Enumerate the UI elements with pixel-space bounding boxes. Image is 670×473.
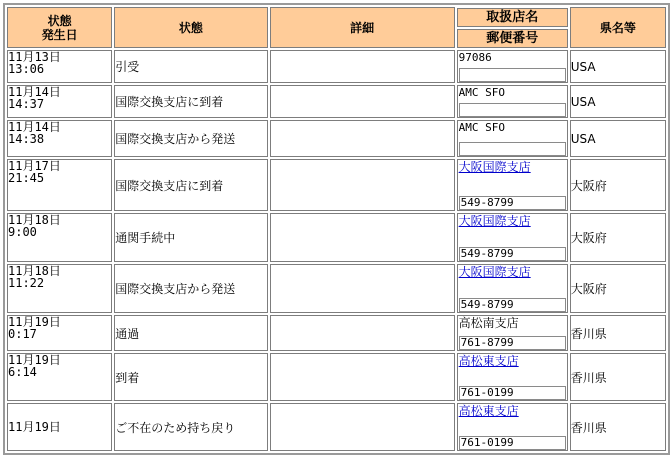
event-detail — [270, 213, 455, 262]
event-detail — [270, 50, 455, 83]
event-date-day: 11月14日 — [8, 85, 61, 99]
header-status: 状態 — [114, 7, 267, 48]
office-zip: 761-0199 — [459, 386, 566, 400]
event-detail — [270, 85, 455, 118]
event-date-day: 11月19日 — [8, 315, 61, 329]
event-office-cell — [457, 213, 568, 262]
office-zip: 761-8799 — [459, 336, 566, 350]
event-date — [7, 85, 112, 118]
office-zip: 549-8799 — [459, 247, 566, 261]
event-status: 国際交換支店に到着 — [114, 85, 267, 118]
office-zip — [459, 68, 566, 82]
header-date-line2: 発生日 — [41, 27, 78, 42]
event-date-day: 11月19日 — [8, 353, 61, 367]
event-detail — [270, 353, 455, 401]
office-zip: 549-8799 — [459, 196, 566, 210]
event-date-day: 11月14日 — [8, 120, 61, 134]
table-row — [7, 120, 666, 157]
header-date — [7, 7, 112, 48]
table-row — [7, 315, 666, 351]
event-office-cell — [457, 120, 568, 157]
header-office-group — [457, 7, 568, 48]
event-date-day: 11月18日 — [8, 213, 61, 227]
event-office-cell — [457, 315, 568, 351]
event-date — [7, 403, 112, 451]
event-date — [7, 315, 112, 351]
tracking-table — [3, 3, 670, 455]
office-link[interactable]: 大阪国際支店 — [458, 160, 531, 174]
event-date-time: 13:06 — [8, 62, 45, 76]
office-zip — [459, 142, 566, 156]
event-date-day: 11月17日 — [8, 159, 61, 173]
event-prefecture: 香川県 — [570, 315, 666, 351]
event-status: 到着 — [114, 353, 267, 401]
event-prefecture: USA — [570, 50, 666, 83]
event-office-cell — [457, 85, 568, 118]
event-detail — [270, 120, 455, 157]
event-date-day: 11月19日 — [8, 420, 61, 434]
event-date — [7, 353, 112, 401]
office-name: 97086 — [458, 51, 492, 64]
event-status: 国際交換支店に到着 — [114, 159, 267, 211]
event-date — [7, 264, 112, 313]
event-date — [7, 120, 112, 157]
event-date-time: 0:17 — [8, 327, 37, 341]
table-row — [7, 264, 666, 313]
event-date-time: 21:45 — [8, 171, 45, 185]
event-date-day: 11月18日 — [8, 264, 61, 278]
office-link[interactable]: 高松東支店 — [458, 354, 519, 368]
event-prefecture: 大阪府 — [570, 159, 666, 211]
event-office-cell — [457, 403, 568, 451]
event-date-time: 6:14 — [8, 365, 37, 379]
event-status: 国際交換支店から発送 — [114, 264, 267, 313]
event-date-time: 9:00 — [8, 225, 37, 239]
event-prefecture: USA — [570, 120, 666, 157]
office-name — [458, 265, 567, 279]
event-office-cell — [457, 50, 568, 83]
office-link[interactable]: 高松東支店 — [458, 404, 519, 418]
event-detail — [270, 403, 455, 451]
table-row — [7, 159, 666, 211]
header-office: 取扱店名 — [457, 8, 568, 27]
header-pref: 県名等 — [570, 7, 666, 48]
header-row — [7, 7, 666, 48]
event-prefecture: 香川県 — [570, 353, 666, 401]
event-office-cell — [457, 264, 568, 313]
event-prefecture: 大阪府 — [570, 264, 666, 313]
event-date — [7, 159, 112, 211]
office-name: AMC SFO — [458, 121, 505, 134]
header-zip: 郵便番号 — [457, 29, 568, 48]
office-name — [458, 214, 567, 228]
event-prefecture: 香川県 — [570, 403, 666, 451]
event-date-day: 11月13日 — [8, 50, 61, 64]
office-name — [458, 160, 567, 174]
event-detail — [270, 159, 455, 211]
office-name: AMC SFO — [458, 86, 505, 99]
event-detail — [270, 315, 455, 351]
event-office-cell — [457, 159, 568, 211]
table-row — [7, 50, 666, 83]
table-row — [7, 213, 666, 262]
header-detail: 詳細 — [270, 7, 455, 48]
event-prefecture: USA — [570, 85, 666, 118]
table-row — [7, 353, 666, 401]
table-row — [7, 85, 666, 118]
event-date-time: 14:37 — [8, 97, 45, 111]
tracking-body — [7, 50, 666, 451]
event-status: 国際交換支店から発送 — [114, 120, 267, 157]
office-name — [458, 404, 567, 418]
office-name — [458, 354, 567, 368]
event-detail — [270, 264, 455, 313]
office-link[interactable]: 大阪国際支店 — [458, 214, 531, 228]
tracking-table-wrapper — [3, 3, 670, 455]
event-date-time: 11:22 — [8, 276, 45, 290]
event-date — [7, 213, 112, 262]
office-zip: 549-8799 — [459, 298, 566, 312]
event-status: 通関手続中 — [114, 213, 267, 262]
event-office-cell — [457, 353, 568, 401]
event-status: ご不在のため持ち戻り — [114, 403, 267, 451]
event-prefecture: 大阪府 — [570, 213, 666, 262]
event-date-time: 14:38 — [8, 132, 45, 146]
office-zip: 761-0199 — [459, 436, 566, 450]
event-status: 引受 — [114, 50, 267, 83]
office-link[interactable]: 大阪国際支店 — [458, 265, 531, 279]
event-date — [7, 50, 112, 83]
event-status: 通過 — [114, 315, 267, 351]
header-date-line1: 状態 — [47, 13, 72, 28]
table-row — [7, 403, 666, 451]
office-name: 高松南支店 — [458, 316, 519, 330]
office-zip — [459, 103, 566, 117]
